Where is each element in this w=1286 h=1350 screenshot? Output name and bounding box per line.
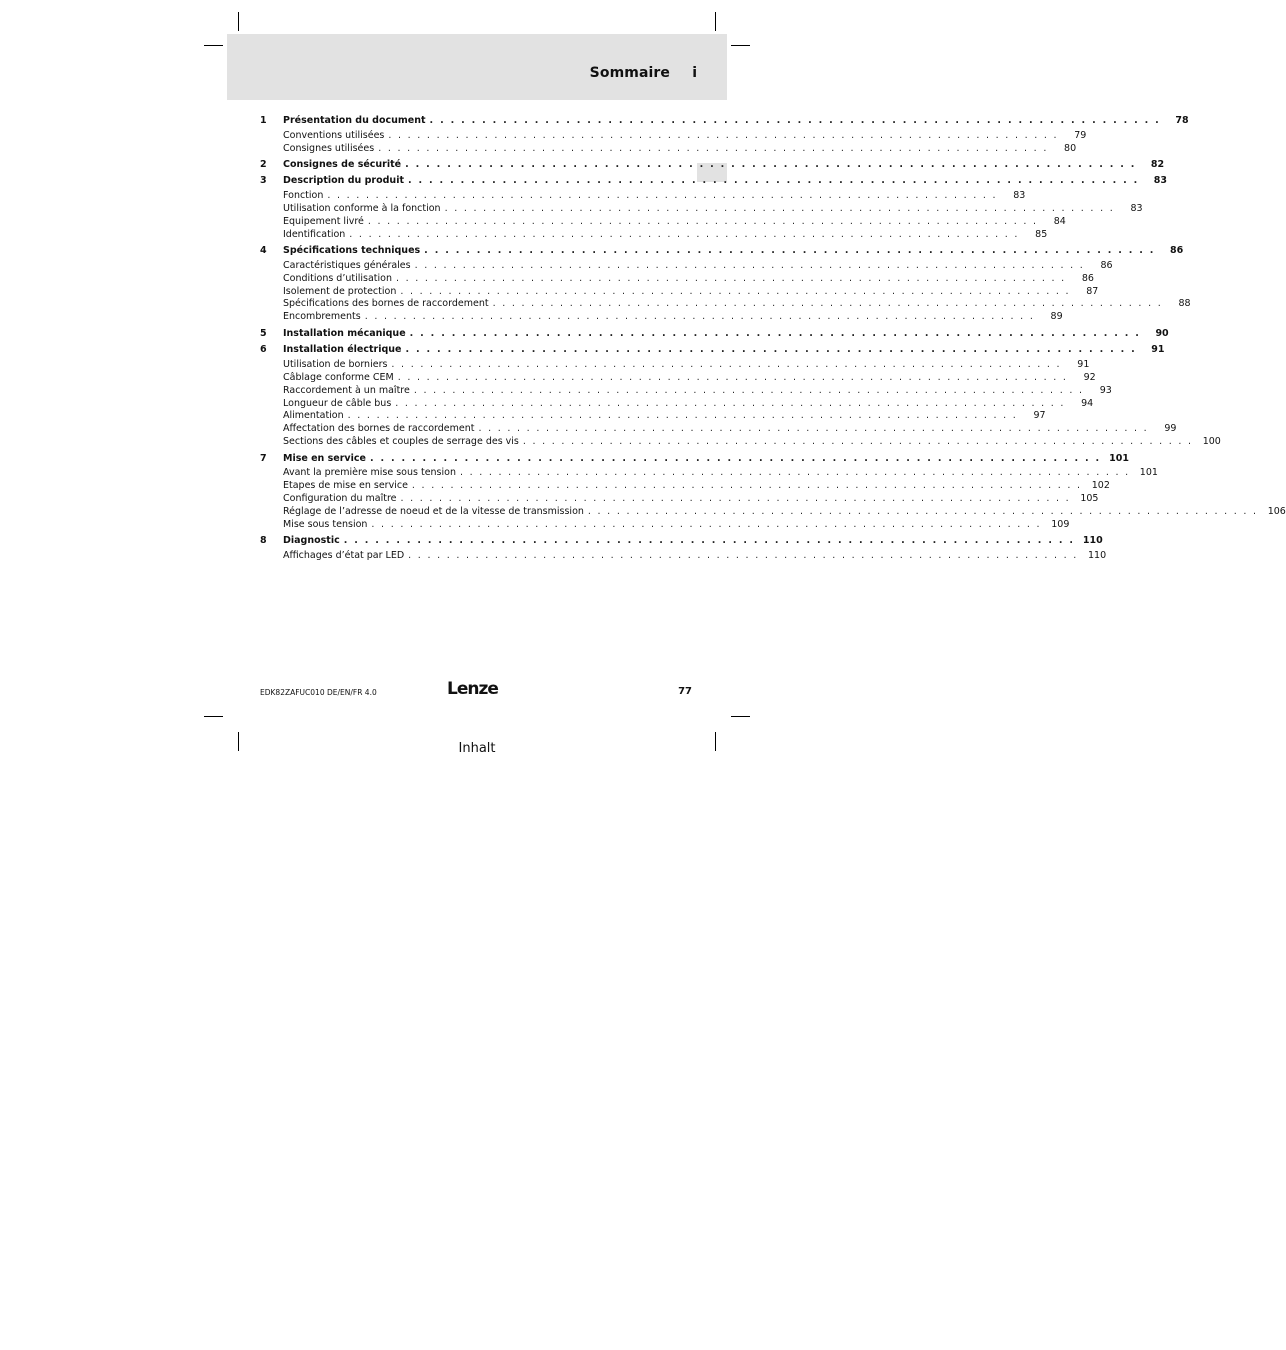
toc-entry-row[interactable]: [260, 549, 1107, 563]
toc-page-number: 110: [1087, 549, 1107, 561]
toc-page-number: 101: [1139, 467, 1158, 479]
toc-page-number: 78: [1175, 115, 1189, 126]
toc-chapter: [260, 327, 1169, 341]
toc-page-number: 86: [1100, 259, 1113, 271]
toc-chapter-row[interactable]: [260, 245, 1184, 258]
toc-leader-dots: . . . . . . . . . . . . . . . . . . . . . . . . . . . . . . . . . . . . . . . . . . . . . . . . . . . . . . . . . . . . . . . . . . . . . .: [408, 549, 1079, 561]
toc-leader-dots: . . . . . . . . . . . . . . . . . . . . . . . . . . . . . . . . . . . . . . . . . . . . . . . . . . . . . . . . . . . . . . . . . . . . . .: [400, 285, 1071, 297]
toc-chapter: [260, 115, 1189, 155]
toc-leader-dots: . . . . . . . . . . . . . . . . . . . . . . . . . . . . . . . . . . . . . . . . . . . . . . . . . . . . . . . . . . . . . . . . . . . . . .: [391, 358, 1062, 370]
toc-page-number: 83: [1013, 190, 1026, 202]
toc-chapter-row[interactable]: [260, 175, 1168, 188]
toc-entry-title: Installation mécanique: [283, 327, 406, 339]
toc-leader-dots: . . . . . . . . . . . . . . . . . . . . . . . . . . . . . . . . . . . . . . . . . . . . . . . . . . . . . . . . . . . . . . . . . . . . . .: [408, 175, 1140, 187]
toc-entry-row[interactable]: [260, 423, 1177, 436]
toc-chapter: [260, 535, 1107, 563]
toc-entry-title: Fonction: [283, 190, 324, 202]
toc-chapter-number: 5: [260, 327, 267, 339]
toc-page-number: 83: [1130, 202, 1143, 214]
toc-leader-dots: . . . . . . . . . . . . . . . . . . . . . . . . . . . . . . . . . . . . . . . . . . . . . . . . . . . . . . . . . . . . . . . . . . . . . .: [411, 480, 1082, 492]
toc-chapter: [260, 245, 1191, 324]
toc-entry-row[interactable]: [260, 436, 1221, 449]
crop-mark: [715, 12, 716, 31]
toc-entry-row[interactable]: [260, 493, 1099, 506]
crop-mark: [238, 12, 239, 31]
toc-entry-row[interactable]: [260, 467, 1158, 480]
crop-mark: [204, 716, 223, 717]
toc-leader-dots: . . . . . . . . . . . . . . . . . . . . . . . . . . . . . . . . . . . . . . . . . . . . . . . . . . . . . . . . . . . . . . . . . . . . . .: [587, 505, 1258, 517]
toc-chapter: [260, 344, 1221, 449]
toc-entry-row[interactable]: [260, 384, 1112, 398]
toc-leader-dots: . . . . . . . . . . . . . . . . . . . . . . . . . . . . . . . . . . . . . . . . . . . . . . . . . . . . . . . . . . . . . . . . . . . . . .: [414, 259, 1085, 271]
toc-entry-title: Consignes de sécurité: [283, 158, 402, 170]
toc-leader-dots: . . . . . . . . . . . . . . . . . . . . . . . . . . . . . . . . . . . . . . . . . . . . . . . . . . . . . . . . . . . . . . . . . . . . . .: [347, 410, 1018, 422]
toc-page-number: 102: [1091, 480, 1110, 492]
toc-entry-title: Présentation du document: [283, 115, 426, 126]
toc-leader-dots: . . . . . . . . . . . . . . . . . . . . . . . . . . . . . . . . . . . . . . . . . . . . . . . . . . . . . . . . . . . . . . . . . . . . . .: [367, 215, 1038, 227]
toc-leader-dots: . . . . . . . . . . . . . . . . . . . . . . . . . . . . . . . . . . . . . . . . . . . . . . . . . . . . . . . . . . . . . . . . . . . . . .: [388, 129, 1059, 141]
toc-leader-dots: . . . . . . . . . . . . . . . . . . . . . . . . . . . . . . . . . . . . . . . . . . . . . . . . . . . . . . . . . . . . . . . . . . . . . .: [343, 535, 1075, 547]
toc-chapter: [260, 452, 1286, 532]
toc-page-number: 83: [1153, 175, 1168, 187]
toc-leader-dots: . . . . . . . . . . . . . . . . . . . . . . . . . . . . . . . . . . . . . . . . . . . . . . . . . . . . . . . . . . . . . . . . . . . . . .: [395, 397, 1066, 409]
toc-leader-dots: . . . . . . . . . . . . . . . . . . . . . . . . . . . . . . . . . . . . . . . . . . . . . . . . . . . . . . . . . . . . . . . . . . . . . .: [413, 384, 1084, 396]
toc-leader-dots: . . . . . . . . . . . . . . . . . . . . . . . . . . . . . . . . . . . . . . . . . . . . . . . . . . . . . . . . . . . . . . . . . . . . . .: [371, 518, 1042, 530]
toc-entry-row[interactable]: [260, 505, 1286, 519]
toc-entry-row[interactable]: [260, 272, 1094, 286]
toc-entry-title: Consignes utilisées: [283, 142, 375, 154]
toc-entry-row[interactable]: [260, 410, 1046, 423]
toc-chapter-number: 1: [260, 115, 267, 126]
toc-entry-row[interactable]: [260, 259, 1113, 273]
toc-entry-title: Diagnostic: [283, 535, 340, 547]
toc-entry-row[interactable]: [260, 142, 1077, 156]
toc-page-number: 91: [1151, 344, 1165, 356]
toc-entry-title: Raccordement à un maître: [283, 384, 410, 396]
toc-entry-title: Etapes de mise en service: [283, 480, 408, 492]
toc-entry-title: Mise sous tension: [283, 518, 368, 530]
toc-chapter-row[interactable]: [260, 158, 1165, 172]
page-header: [227, 34, 727, 100]
toc-page-number: 80: [1064, 142, 1077, 154]
toc-chapter-row[interactable]: [260, 344, 1165, 357]
toc-entry-title: Description du produit: [283, 175, 404, 187]
toc-entry-title: Caractéristiques générales: [283, 259, 411, 271]
toc-entry-title: Réglage de l’adresse de noeud et de la vitesse de transmission: [283, 505, 584, 517]
toc-chapter-number: 8: [260, 535, 267, 547]
toc-leader-dots: . . . . . . . . . . . . . . . . . . . . . . . . . . . . . . . . . . . . . . . . . . . . . . . . . . . . . . . . . . . . . . . . . . . . . .: [378, 142, 1049, 154]
toc-entry-row[interactable]: [260, 298, 1191, 311]
toc-leader-dots: . . . . . . . . . . . . . . . . . . . . . . . . . . . . . . . . . . . . . . . . . . . . . . . . . . . . . . . . . . . . . . . . . . . . . .: [397, 371, 1068, 383]
toc-leader-dots: . . . . . . . . . . . . . . . . . . . . . . . . . . . . . . . . . . . . . . . . . . . . . . . . . . . . . . . . . . . . . . . . . . . . . .: [396, 272, 1066, 284]
toc-entry-row[interactable]: [260, 285, 1099, 299]
toc-page-number: 100: [1202, 436, 1221, 448]
crop-mark: [731, 45, 750, 46]
toc-leader-dots: . . . . . . . . . . . . . . . . . . . . . . . . . . . . . . . . . . . . . . . . . . . . . . . . . . . . . . . . . . . . . . . . . . . . . .: [327, 190, 998, 202]
toc-chapter: [260, 175, 1168, 241]
toc-entry-row[interactable]: [260, 215, 1066, 229]
toc-page-number: 79: [1074, 129, 1087, 141]
toc-chapter-number: 3: [260, 175, 267, 187]
toc-entry-title: Conditions d’utilisation: [283, 272, 392, 284]
toc-leader-dots: . . . . . . . . . . . . . . . . . . . . . . . . . . . . . . . . . . . . . . . . . . . . . . . . . . . . . . . . . . . . . . . . . . . . . .: [459, 467, 1130, 479]
toc-entry-row[interactable]: [260, 518, 1070, 532]
toc-page-number: 97: [1033, 410, 1046, 422]
table-of-contents: [260, 115, 1286, 566]
toc-page-number: 101: [1109, 452, 1129, 464]
toc-entry-title: Configuration du maître: [283, 493, 397, 505]
toc-entry-title: Sections des câbles et couples de serrage des vis: [283, 436, 519, 448]
toc-page-number: 110: [1082, 535, 1103, 547]
toc-entry-row[interactable]: [260, 397, 1094, 411]
toc-leader-dots: . . . . . . . . . . . . . . . . . . . . . . . . . . . . . . . . . . . . . . . . . . . . . . . . . . . . . . . . . . . . . . . . . . . . . .: [429, 115, 1161, 126]
crop-mark: [731, 716, 750, 717]
toc-page-number: 109: [1051, 518, 1070, 530]
toc-entry-title: Affichages d’état par LED: [283, 549, 405, 561]
toc-leader-dots: . . . . . . . . . . . . . . . . . . . . . . . . . . . . . . . . . . . . . . . . . . . . . . . . . . . . . . . . . . . . . . . . . . . . . .: [424, 245, 1156, 257]
toc-entry-title: Mise en service: [283, 452, 366, 464]
toc-chapter-row[interactable]: [260, 115, 1189, 128]
toc-page-number: 93: [1099, 384, 1112, 396]
toc-entry-title: Câblage conforme CEM: [283, 371, 394, 383]
toc-entry-row[interactable]: [260, 371, 1096, 385]
toc-entry-title: Equipement livré: [283, 215, 364, 227]
toc-leader-dots: . . . . . . . . . . . . . . . . . . . . . . . . . . . . . . . . . . . . . . . . . . . . . . . . . . . . . . . . . . . . . . . . . . . . . .: [405, 158, 1137, 170]
caption: Inhalt: [458, 741, 496, 756]
toc-entry-title: Utilisation de borniers: [283, 358, 388, 370]
toc-entry-title: Installation électrique: [283, 344, 402, 356]
toc-leader-dots: . . . . . . . . . . . . . . . . . . . . . . . . . . . . . . . . . . . . . . . . . . . . . . . . . . . . . . . . . . . . . . . . . . . . . .: [400, 493, 1071, 505]
crop-mark: [204, 45, 223, 46]
toc-leader-dots: . . . . . . . . . . . . . . . . . . . . . . . . . . . . . . . . . . . . . . . . . . . . . . . . . . . . . . . . . . . . . . . . . . . . . .: [522, 436, 1193, 448]
toc-page-number: 94: [1081, 397, 1094, 409]
lenze-logo: Lenze: [447, 679, 498, 699]
toc-page-number: 85: [1035, 228, 1048, 240]
toc-leader-dots: . . . . . . . . . . . . . . . . . . . . . . . . . . . . . . . . . . . . . . . . . . . . . . . . . . . . . . . . . . . . . . . . . . . . . .: [349, 228, 1020, 240]
toc-page-number: 82: [1150, 158, 1165, 170]
toc-page-number: 90: [1155, 327, 1169, 339]
toc-entry-row[interactable]: [260, 480, 1110, 493]
toc-page-number: 105: [1080, 493, 1099, 505]
toc-entry-title: Isolement de protection: [283, 285, 397, 297]
toc-page-number: 84: [1053, 215, 1066, 227]
toc-page-number: 92: [1083, 371, 1096, 383]
toc-chapter-row[interactable]: [260, 452, 1129, 466]
toc-leader-dots: . . . . . . . . . . . . . . . . . . . . . . . . . . . . . . . . . . . . . . . . . . . . . . . . . . . . . . . . . . . . . . . . . . . . . .: [369, 452, 1101, 464]
toc-entry-title: Encombrements: [283, 311, 361, 323]
toc-entry-row[interactable]: [260, 202, 1143, 216]
toc-entry-title: Avant la première mise sous tension: [283, 467, 456, 479]
toc-entry-title: Conventions utilisées: [283, 129, 385, 141]
toc-entry-title: Affectation des bornes de raccordement: [283, 423, 475, 435]
toc-chapter-row[interactable]: [260, 327, 1169, 341]
toc-leader-dots: . . . . . . . . . . . . . . . . . . . . . . . . . . . . . . . . . . . . . . . . . . . . . . . . . . . . . . . . . . . . . . . . . . . . . .: [492, 298, 1163, 310]
toc-leader-dots: . . . . . . . . . . . . . . . . . . . . . . . . . . . . . . . . . . . . . . . . . . . . . . . . . . . . . . . . . . . . . . . . . . . . . .: [478, 423, 1149, 435]
toc-entry-row[interactable]: [260, 311, 1063, 324]
toc-entry-title: Spécifications techniques: [283, 245, 421, 257]
toc-chapter-number: 6: [260, 344, 267, 356]
toc-leader-dots: . . . . . . . . . . . . . . . . . . . . . . . . . . . . . . . . . . . . . . . . . . . . . . . . . . . . . . . . . . . . . . . . . . . . . .: [409, 327, 1141, 339]
toc-entry-title: Alimentation: [283, 410, 344, 422]
toc-page-number: 88: [1178, 298, 1191, 310]
toc-page-number: 91: [1077, 358, 1090, 370]
toc-page-number: 87: [1086, 285, 1099, 297]
toc-entry-title: Utilisation conforme à la fonction: [283, 202, 441, 214]
toc-entry-row[interactable]: [260, 358, 1090, 372]
toc-page-number: 106: [1267, 505, 1286, 517]
info-icon: i: [692, 65, 697, 81]
toc-leader-dots: . . . . . . . . . . . . . . . . . . . . . . . . . . . . . . . . . . . . . . . . . . . . . . . . . . . . . . . . . . . . . . . . . . . . . .: [444, 202, 1115, 214]
toc-chapter-number: 4: [260, 245, 267, 257]
toc-page-number: 86: [1081, 272, 1094, 284]
toc-chapter-row[interactable]: [260, 535, 1103, 548]
toc-entry-row[interactable]: [260, 129, 1087, 143]
toc-chapter-number: 2: [260, 158, 267, 170]
toc-chapter-number: 7: [260, 452, 267, 464]
toc-page-number: 99: [1164, 423, 1177, 435]
page-title: Sommaire: [589, 65, 670, 81]
toc-entry-row[interactable]: [260, 190, 1026, 203]
toc-entry-title: Spécifications des bornes de raccordement: [283, 298, 489, 310]
toc-leader-dots: . . . . . . . . . . . . . . . . . . . . . . . . . . . . . . . . . . . . . . . . . . . . . . . . . . . . . . . . . . . . . . . . . . . . . .: [364, 311, 1035, 323]
toc-entry-title: Longueur de câble bus: [283, 397, 392, 409]
toc-chapter: [260, 158, 1165, 172]
page-number: 77: [678, 686, 692, 697]
document-id: EDK82ZAFUC010 DE/EN/FR 4.0: [260, 688, 377, 697]
toc-entry-title: Identification: [283, 228, 346, 240]
toc-page-number: 89: [1050, 311, 1063, 323]
toc-entry-row[interactable]: [260, 228, 1048, 242]
toc-leader-dots: . . . . . . . . . . . . . . . . . . . . . . . . . . . . . . . . . . . . . . . . . . . . . . . . . . . . . . . . . . . . . . . . . . . . . .: [405, 344, 1137, 356]
toc-page-number: 86: [1169, 245, 1184, 257]
